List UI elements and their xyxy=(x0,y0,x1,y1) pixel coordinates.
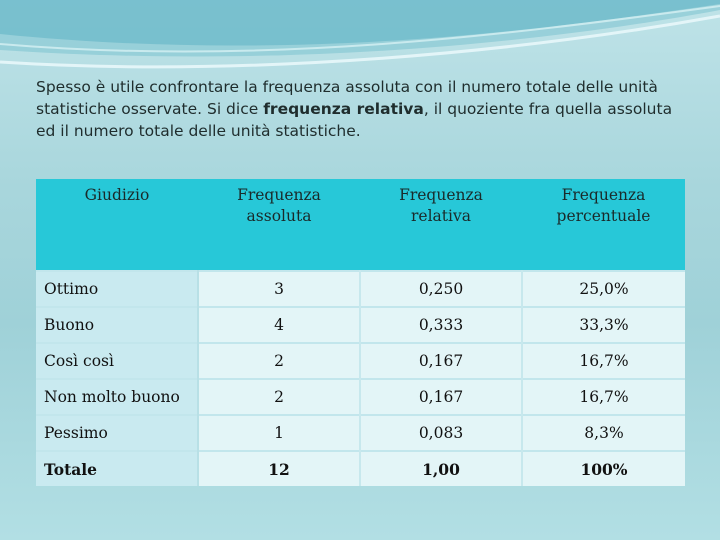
total-label: Totale xyxy=(36,451,198,486)
row-label: Così così xyxy=(36,343,198,379)
intro-text-start: Spesso è utile confrontare la frequenza assoluta con il numero totale delle unità statistiche osservate. Si dice xyxy=(36,78,658,118)
row-label: Ottimo xyxy=(36,271,198,307)
cell-frequenza-percentuale: 16,7% xyxy=(522,379,685,415)
cell-frequenza-relativa: 0,333 xyxy=(360,307,522,343)
table-row xyxy=(36,307,685,343)
cell-frequenza-assoluta: 4 xyxy=(198,307,360,343)
cell-frequenza-relativa: 0,167 xyxy=(360,343,522,379)
total-frequenza-assoluta: 12 xyxy=(198,451,360,486)
total-frequenza-relativa: 1,00 xyxy=(360,451,522,486)
header-frequenza-assoluta xyxy=(198,179,360,271)
table-header-row xyxy=(36,179,685,271)
table-row xyxy=(36,271,685,307)
header-frequenza-percentuale xyxy=(522,179,685,271)
decorative-waves xyxy=(0,0,720,80)
intro-paragraph xyxy=(36,76,696,142)
table-total-row xyxy=(36,451,685,486)
cell-frequenza-assoluta: 2 xyxy=(198,343,360,379)
cell-frequenza-percentuale: 33,3% xyxy=(522,307,685,343)
header-frequenza-assoluta-text: Frequenza assoluta xyxy=(237,186,321,225)
header-giudizio: Giudizio xyxy=(84,186,150,204)
row-label: Buono xyxy=(36,307,198,343)
total-frequenza-percentuale: 100% xyxy=(522,451,685,486)
cell-frequenza-percentuale: 25,0% xyxy=(522,271,685,307)
intro-text-bold: frequenza relativa xyxy=(263,100,424,118)
cell-frequenza-relativa: 0,083 xyxy=(360,415,522,451)
cell-frequenza-assoluta: 2 xyxy=(198,379,360,415)
cell-frequenza-percentuale: 16,7% xyxy=(522,343,685,379)
header-frequenza-relativa-text: Frequenza relativa xyxy=(399,186,483,225)
cell-frequenza-assoluta: 3 xyxy=(198,271,360,307)
table-row xyxy=(36,343,685,379)
header-frequenza-relativa xyxy=(360,179,522,271)
table-row xyxy=(36,415,685,451)
row-label: Non molto buono xyxy=(36,379,198,415)
cell-frequenza-percentuale: 8,3% xyxy=(522,415,685,451)
intro-text-end: , il quoziente fra quella assoluta ed il numero totale delle unità statistiche. xyxy=(36,100,673,140)
cell-frequenza-assoluta: 1 xyxy=(198,415,360,451)
cell-frequenza-relativa: 0,250 xyxy=(360,271,522,307)
header-frequenza-percentuale-text: Frequenza percentuale xyxy=(556,186,651,225)
table-row xyxy=(36,379,685,415)
cell-frequenza-relativa: 0,167 xyxy=(360,379,522,415)
frequency-table xyxy=(36,179,685,486)
row-label: Pessimo xyxy=(36,415,198,451)
